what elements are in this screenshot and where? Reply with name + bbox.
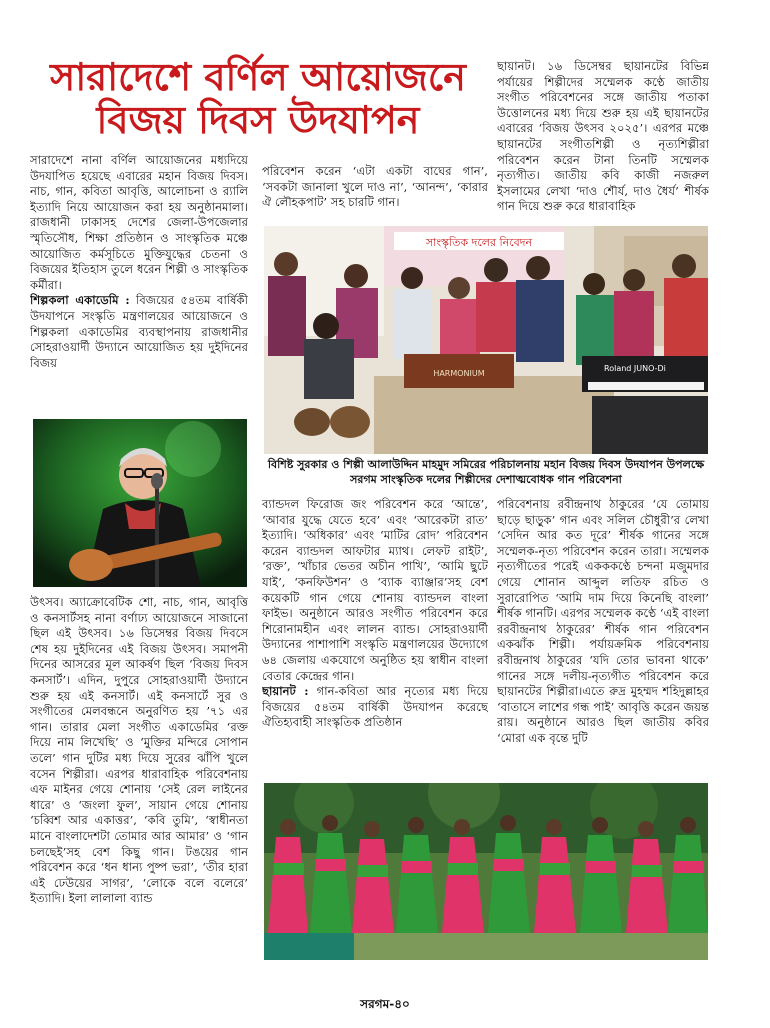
column-2-top-text: পরিবেশন করেন ‘এটা একটা বাঘের গান’, ‘সবকটা জানালা খুলে দাও না’, ‘আনন্দ’, ‘কারার ঐ লৌহকপাট’ সহ চারটি গান। xyxy=(262,164,488,210)
column-1-top xyxy=(30,153,248,415)
column-3-top-text: ছায়ানট। ১৬ ডিসেম্বর ছায়ানটের বিভিন্ন পর্যায়ের শিল্পীদের সম্মেলক কণ্ঠে জাতীয় সংগীত পরিবেশনের সঙ্গে জাতীয় পতাকা উত্তোলনের মধ্য দিয়ে শুরু হয় এই ছায়ানটের এবারের ‘বিজয় উৎসব ২০২৫’। এরপর মঞ্চে ছায়ানটের সংগীতশিল্পী ও নৃত্যশিল্পীরা পরিবেশন করেন টানা তিনটি সম্মেলক নৃত্যগীত। জাতীয় কবি কাজী নজরুল ইসলামের লেখা ‘দাও শৌর্য, দাও ধৈর্য’ শীর্ষক গান দিয়ে শুরু করে ধারাবাহিক xyxy=(497,59,709,214)
banner-text: সাংস্কৃতিক দলের নিবেদন xyxy=(425,236,533,249)
dancers-photo xyxy=(264,783,708,960)
column-3-top xyxy=(497,59,709,221)
shilpakala-paragraph xyxy=(30,293,248,371)
chhayanaut-heading: ছায়ানট : xyxy=(262,684,309,699)
harmonium-label: HARMONIUM xyxy=(433,369,485,378)
chhayanaut-paragraph xyxy=(262,684,488,731)
page-number: সরগম-৪০ xyxy=(360,997,410,1011)
singer-photo xyxy=(33,419,247,587)
intro-paragraph: সারাদেশে নানা বর্ণিল আয়োজনের মধ্যদিয়ে উদযাপিত হয়েছে এবারের মহান বিজয় দিবস। নাচ, গান, কবিতা আবৃত্তি, আলোচনা ও র‍্যালি ইত্যাদি নিয়ে আয়োজন করা হয় অনুষ্ঠানমালা। রাজধানী ঢাকাসহ দেশের জেলা-উপজেলার স্মৃতিসৌধ, শিক্ষা প্রতিষ্ঠান ও সাংস্কৃতিক মঞ্চে আয়োজিত কর্মসূচিতে মুক্তিযুদ্ধের চেতনা ও বিজয়ের ইতিহাস তুলে ধরেন শিল্পী ও সাংস্কৃতিক কর্মীরা। xyxy=(30,153,248,292)
keyboard-label: Roland JUNO-Di xyxy=(604,364,666,373)
headline xyxy=(24,56,492,141)
column-1-bottom-text: উৎসব। অ্যাক্রোবেটিক শো, নাচ, গান, আবৃত্তি ও কনসার্টসহ নানা বর্ণাঢ্য আয়োজনে সাজানো ছিল এই উৎসব। ১৬ ডিসেম্বর বিজয় দিবসে শেষ হয় দুইদিনের এই বিজয় উৎসব। সমাপনী দিনের আসরের মূল আকর্ষণ ছিল ‘বিজয় দিবস কনসার্ট’। এদিন, দুপুরে সোহরাওয়ার্দী উদ্যানে শুরু হয় এই কনসার্ট। এই কনসার্টে সুর ও সংগীতের মেলবন্ধনে অনুরণিত হয় ’৭১ এর গান। তারার মেলা সংগীত একাডেমির ‘রক্ত দিয়ে নাম লিখেছি’ ও ‘মুক্তির মন্দিরে সোপান তলে’ গান দুটির মধ্য দিয়ে সুরের ঝাঁপি খুলে বসেন শিল্পীরা। এরপর ধারাবাহিক পরিবেশনায় এফ মাইনর গেয়ে শোনায় ‘সেই রেল লাইনের ধারে’ ও ‘জংলা ফুল’, সায়ান গেয়ে শোনায় ‘চব্বিশ আর একাত্তর’, ‘কবি তুমি’, ‘স্বাধীনতা মানে বাংলাদেশটা তোমার আর আমার’ ও ‘গান চলছেই’সহ বেশ কিছু গান। টঙয়ের গান পরিবেশন করে ‘ধন ধান্য পুষ্প ভরা’, ‘তীর হারা এই ঢেউয়ের সাগর’, ‘লোকে বলে বলেরে’ ইত্যাদি। ইলা লালালা ব্যান্ড xyxy=(30,595,248,906)
band-paragraph: ব্যান্ডদল ফিরোজ জং পরিবেশন করে ‘আন্তে’, ‘আবার যুদ্ধে যেতে হবে’ এবং ‘আরেকটা রাত’ ইত্যাদি। ‘অধিকার’ এবং ‘মাটির রোদ’ পরিবেশন করেন ব্যান্ডদল আফটার ম্যাথ। লেফট রাইট’, ‘রক্ত’, ‘খাঁচার ভেতর অচীন পাখি’, ‘আমি ছুটে যাই’, ‘কনফিউশন’ ও ‘ব্যাক ব্যাঞ্জার’সহ বেশ কয়েকটি গান গেয়ে শোনায় ব্যান্ডদল বাংলা ফাইভ। অনুষ্ঠানে আরও সংগীত পরিবেশন করে শিরোনামহীন এবং লালন ব্যান্ড। সোহরাওয়ার্দী উদ্যানের পাশাপাশি সংস্কৃতি মন্ত্রণালয়ের উদ্যোগে ৬৪ জেলায় একযোগে অনুষ্ঠিত হয় স্বাধীন বাংলা বেতার কেন্দ্রের গান। xyxy=(262,497,488,683)
headline-line-1: সারাদেশে বর্ণিল আয়োজনে xyxy=(50,55,466,99)
column-1-bottom xyxy=(30,595,248,985)
column-3-bottom xyxy=(497,497,709,775)
column-3-bottom-text: পরিবেশনায় রবীন্দ্রনাথ ঠাকুরের ‘যে তোমায় ছাড়ে ছাড়ুক’ গান এবং সলিল চৌধুরী’র লেখা ‘সেদিন আর কত দূরে’ শীর্ষক গানের সঙ্গে সম্মেলক-নৃত্য পরিবেশন করেন তারা। সম্মেলক নৃত্যগীতের পরেই একককণ্ঠে চন্দনা মজুমদার গেয়ে শোনান আব্দুল লতিফ রচিত ও সুরারোপিত ‘আমি দাম দিয়ে কিনেছি বাংলা’ শীর্ষক গানটি। এরপর সম্মেলক কণ্ঠে ‘এই বাংলা ররবীন্দ্রনাথ ঠাকুরের’ শীর্ষক গান পরিবেশন একঝাঁক শিল্পী। পর্যায়ক্রমিক পরিবেশনায় রবীন্দ্রনাথ ঠাকুরের ‘যদি তোর ভাবনা থাকে’ গানের সঙ্গে দলীয়-নৃত্যগীত পরিবেশন করে ছায়ানটের শিল্পীরা।এতে রুদ্র মুহম্মদ শহিদুল্লাহর ‘বাতাসে লাশের গন্ধ পাই’ আবৃত্তি করেন জয়ন্ত রায়। অনুষ্ঠানে আরও ছিল জাতীয় কবির ‘মোরা এক বৃন্তে দুটি xyxy=(497,497,709,745)
shilpakala-heading: শিল্পকলা একাডেমি : xyxy=(30,293,130,308)
group-photo-caption: বিশিষ্ট সুরকার ও শিল্পী আলাউদ্দিন মাহমুদ সমিরের পরিচালনায় মহান বিজয় দিবস উদযাপন উপলক্ষে সরগম সাংস্কৃতিক দলের শিল্পীদের দেশাত্মবোধক গান পরিবেশনা xyxy=(267,458,705,486)
group-performance-photo xyxy=(264,226,708,454)
column-2-top xyxy=(262,164,488,218)
chhayanaut-text: গান-কবিতা আর নৃত্যের মধ্য দিয়ে বিজয়ের ৫৪তম বার্ষিকী উদযাপন করেছে ঐতিহ্যবাহী সাংস্কৃতিক প্রতিষ্ঠান xyxy=(262,684,488,730)
headline-line-2: বিজয় দিবস উদযাপন xyxy=(96,97,420,142)
shilpakala-text: বিজয়ের ৫৪তম বার্ষিকী উদযাপনে সংস্কৃতি মন্ত্রণালয়ের আয়োজনে ও শিল্পকলা একাডেমির ব্যবস্থাপনায় রাজধানীর সোহরাওয়ার্দী উদ্যানে আয়োজিত হয় দুইদিনের বিজয় xyxy=(30,293,248,370)
column-2-bottom xyxy=(262,497,488,777)
